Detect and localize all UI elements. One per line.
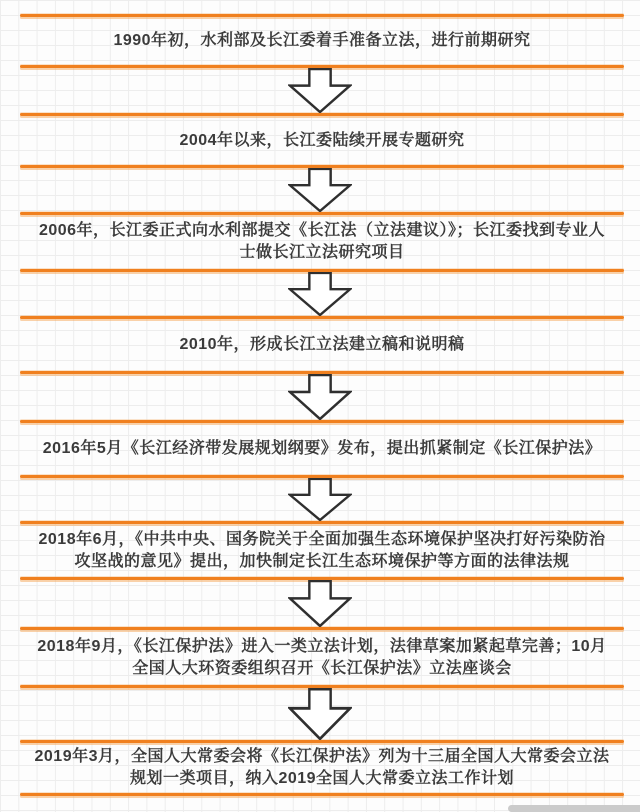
down-arrow-icon <box>288 478 352 521</box>
down-arrow-icon <box>288 168 352 212</box>
horizontal-scrollbar-thumb[interactable] <box>508 805 640 812</box>
stage-text: 2016年5月《长江经济带发展规划纲要》发布，提出抓紧制定《长江保护法》 <box>42 440 602 457</box>
stage-text: 2006年，长江委正式向水利部提交《长江法（立法建议）》；长江委找到专业人士做长江立法研究项目 <box>38 222 606 261</box>
stage-1990 <box>20 14 624 68</box>
stage-2010 <box>20 316 624 374</box>
divider-line <box>20 14 624 17</box>
stage-2016 <box>20 420 624 478</box>
stage-2018-06 <box>20 521 624 580</box>
stage-2019 <box>20 740 624 796</box>
stage-text: 2018年9月，《长江保护法》进入一类立法计划，法律草案加紧起草完善；10月全国人大环资委组织召开《长江保护法》立法座谈会 <box>37 637 607 677</box>
divider-line <box>20 740 624 743</box>
stage-text: 2004年以来，长江委陆续开展专题研究 <box>179 131 465 149</box>
divider-line <box>20 113 624 116</box>
down-arrow-icon <box>288 580 352 627</box>
down-arrow-icon <box>288 688 352 740</box>
stage-text: 2018年6月，《中共中央、国务院关于全面加强生态环境保护坚决打好污染防治攻坚战的意见》提出，加快制定长江生态环境保护等方面的法律法规 <box>38 530 606 570</box>
down-arrow-icon <box>288 374 352 420</box>
divider-line <box>20 212 624 215</box>
stage-2006 <box>20 212 624 272</box>
stage-text: 2019年3月，全国人大常委会将《长江保护法》列为十三届全国人大常委会立法规划一类项目，纳入2019全国人大常委立法工作计划 <box>34 748 610 787</box>
stage-text: 1990年初，水利部及长江委着手准备立法，进行前期研究 <box>113 32 531 49</box>
divider-line <box>20 420 624 423</box>
divider-line <box>20 627 624 630</box>
divider-line <box>20 521 624 524</box>
down-arrow-icon <box>288 272 352 316</box>
divider-line <box>20 793 624 796</box>
stage-text: 2010年，形成长江立法建立稿和说明稿 <box>179 336 465 353</box>
stage-2018-09 <box>20 627 624 688</box>
divider-line <box>20 316 624 319</box>
stage-2004 <box>20 113 624 168</box>
down-arrow-icon <box>288 68 352 113</box>
